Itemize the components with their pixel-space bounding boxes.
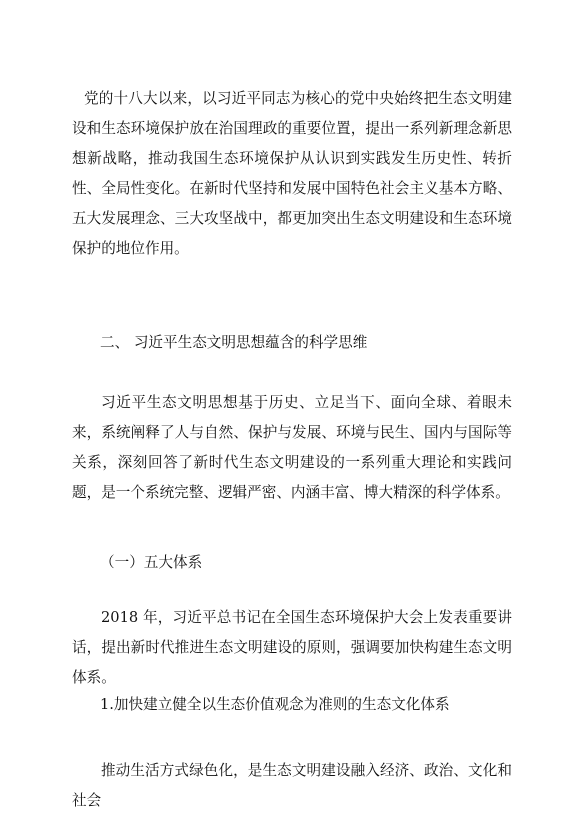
paragraph-intro: 党的十八大以来，以习近平同志为核心的党中央始终把生态文明建设和生态环境保护放在治国理政的重要位置，提出一系列新理念新思想新战略，推动我国生态环境保护从认识到实践发生历史性、转折性、全局性变化。在新时代坚持和发展中国特色社会主义基本方略、五大发展理念、三大攻坚战中，都更加突出生态文明建设和生态环境保护的地位作用。: [72, 90, 512, 257]
paragraph-green-lifestyle: 推动生活方式绿色化，是生态文明建设融入经济、政治、文化和社会: [72, 762, 512, 809]
section-heading: 二、 习近平生态文明思想蕴含的科学思维: [100, 334, 368, 351]
paragraph-science-system: 习近平生态文明思想基于历史、立足当下、面向全球、着眼未来，系统阐释了人与自然、保护与发展、环境与民生、国内与国际等关系，深刻回答了新时代生态文明建设的一系列重大理论和实践问题，是一个系统完整、逻辑严密、内涵丰富、博大精深的科学体系。: [72, 394, 512, 501]
subsection-heading: （一）五大体系: [100, 554, 203, 571]
paragraph-2018-speech: 2018 年，习近平总书记在全国生态环境保护大会上发表重要讲话，提出新时代推进生态文明建设的原则，强调要加快构建生态文明体系。: [72, 609, 512, 686]
item-heading: 1.加快建立健全以生态价值观念为准则的生态文化体系: [100, 696, 450, 713]
